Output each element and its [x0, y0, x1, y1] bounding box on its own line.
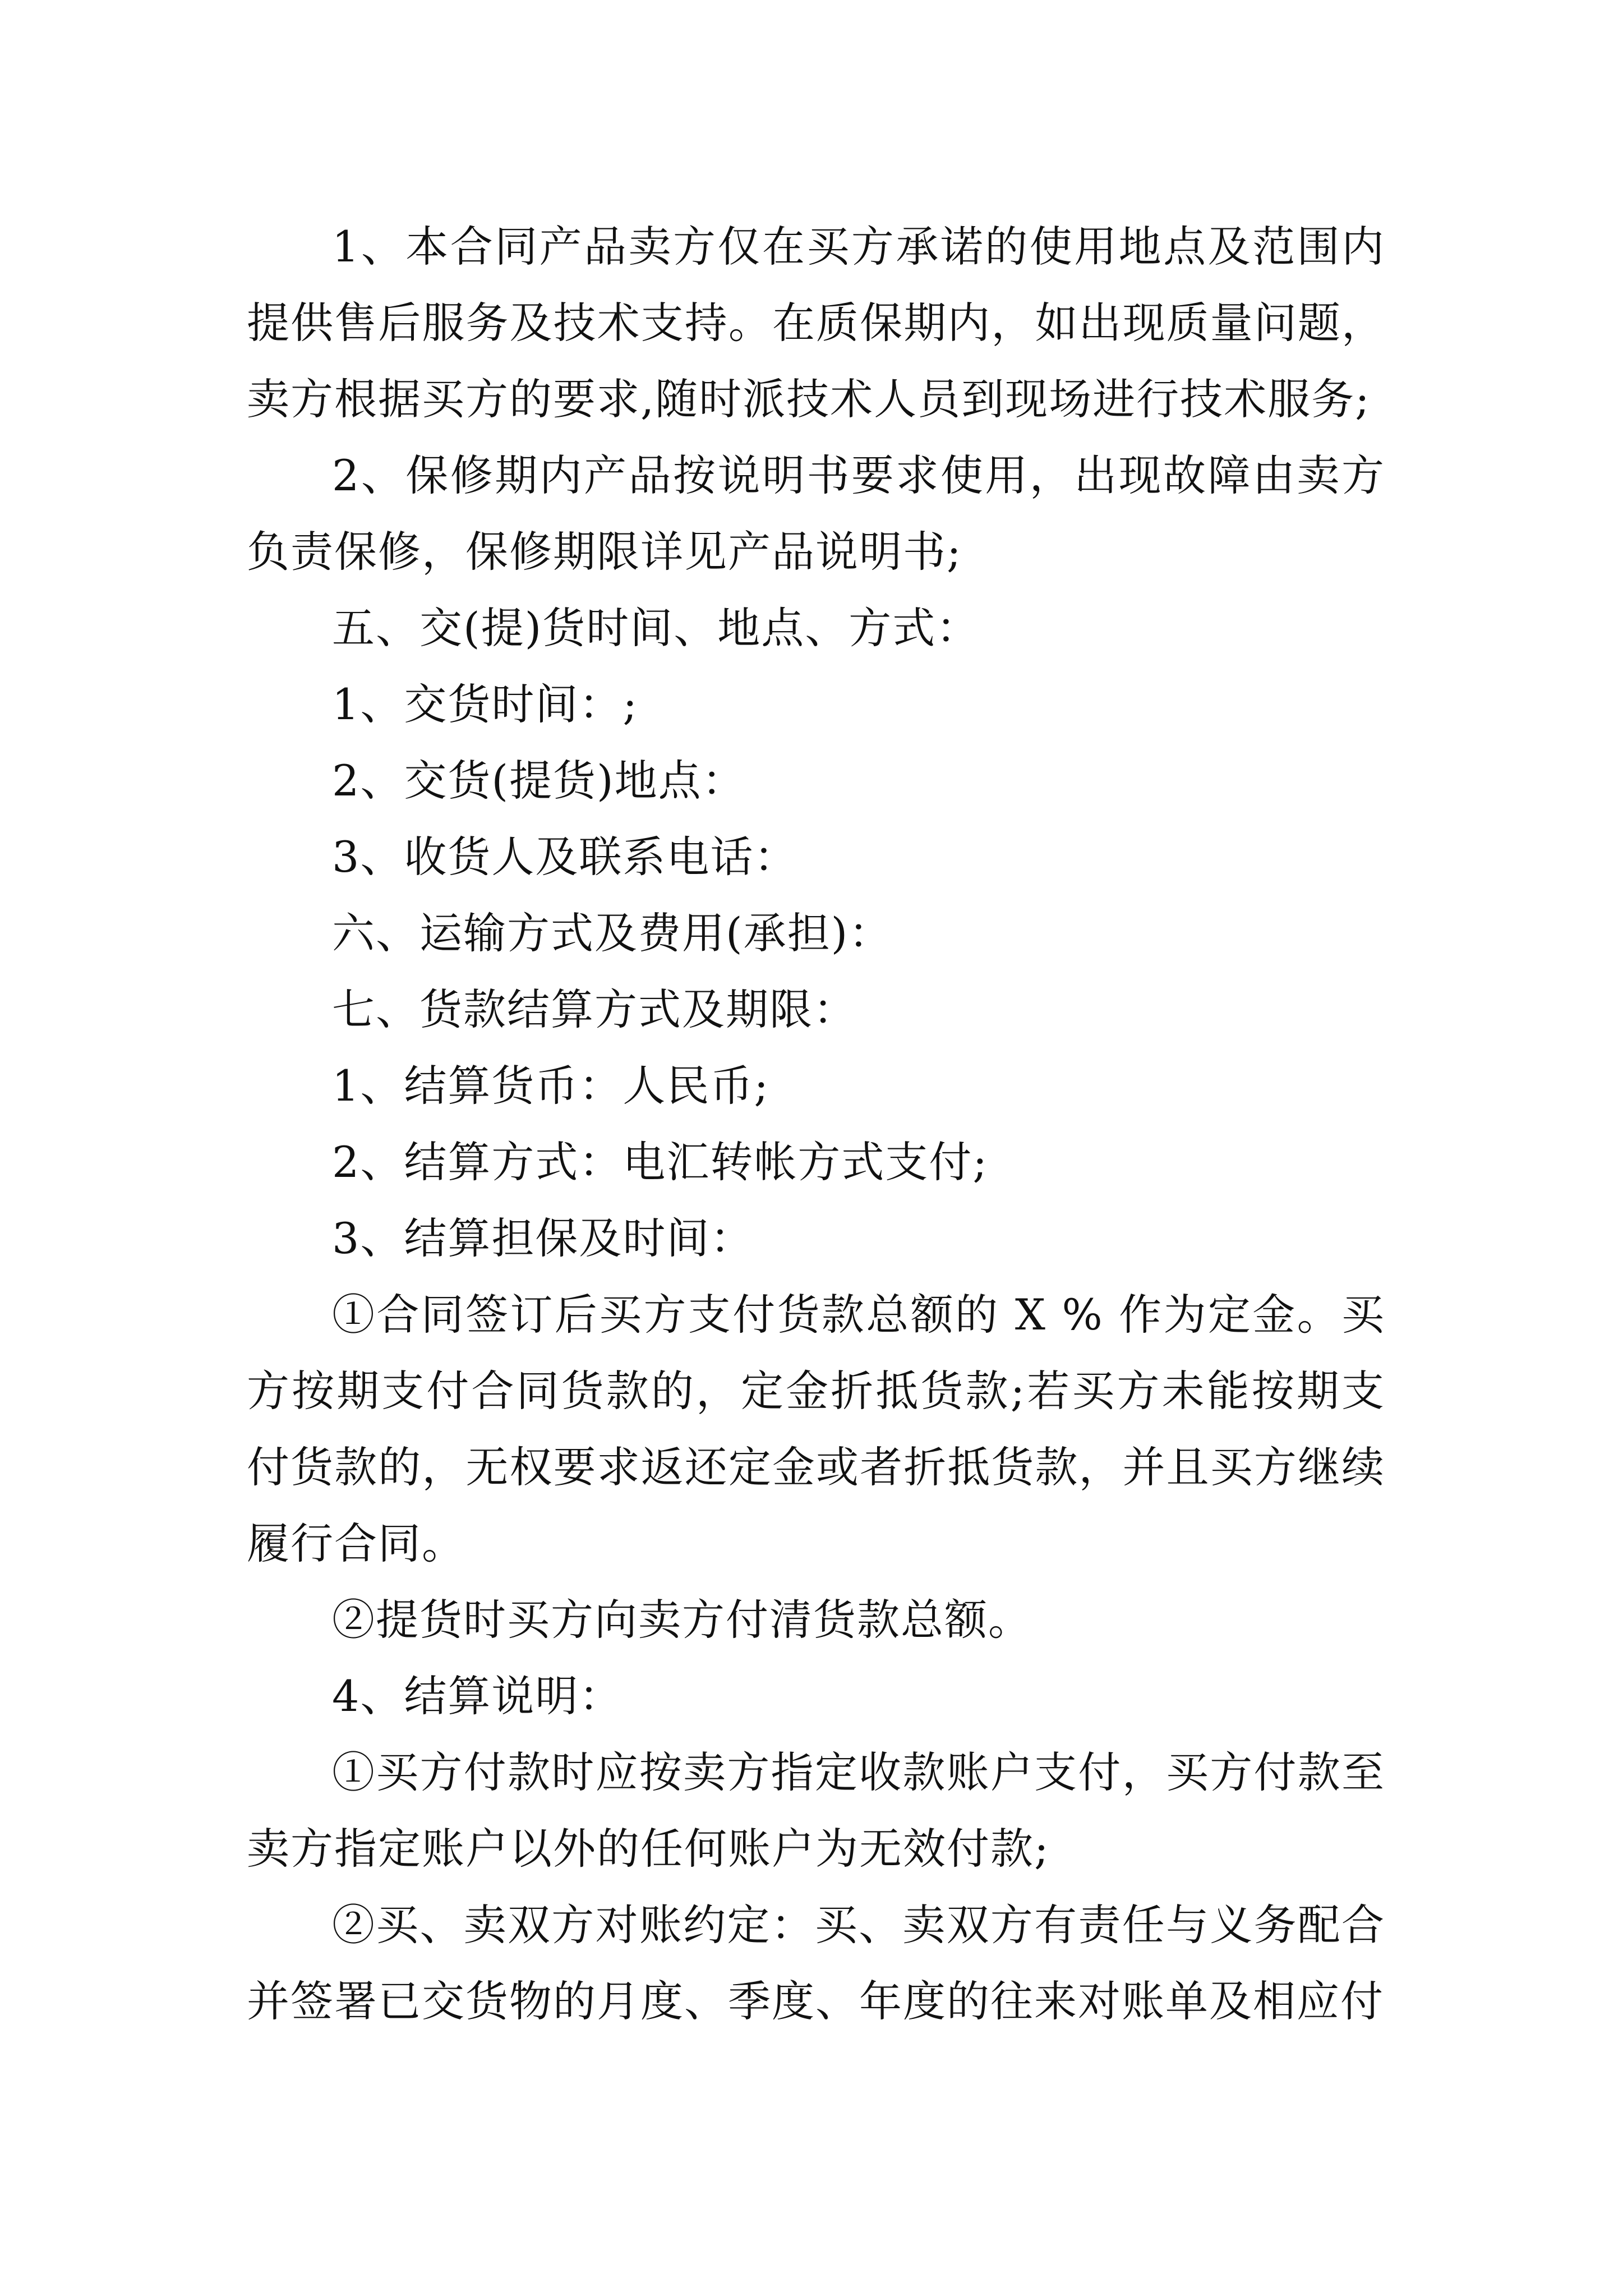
paragraph-warranty: 2、保修期内产品按说明书要求使用，出现故障由卖方负责保修，保修期限详见产品说明书;	[247, 450, 1385, 577]
paragraph-settlement-currency: 1、结算货币：人民币;	[332, 1061, 769, 1111]
paragraph-payment-in-full: ②提货时买方向卖方付清货款总额。	[332, 1595, 1032, 1645]
heading-settlement: 七、货款结算方式及期限：	[332, 984, 857, 1034]
paragraph-consignee: 3、收货人及联系电话：	[332, 832, 798, 882]
paragraph-after-sales-service: 1、本合同产品卖方仅在买方承诺的使用地点及范围内提供售后服务及技术支持。在质保期内，如出现质量问题，卖方根据买方的要求,随时派技术人员到现场进行技术服务;	[247, 222, 1385, 424]
paragraph-reconciliation: ②买、卖双方对账约定：买、卖双方有责任与义务配合并签署已交货物的月度、季度、年度的往来对账单及相应付	[247, 1900, 1385, 2026]
heading-delivery: 五、交(提)货时间、地点、方式：	[332, 603, 980, 653]
heading-transport: 六、运输方式及费用(承担)：	[332, 908, 893, 958]
paragraph-deposit: ①合同签订后买方支付货款总额的 X % 作为定金。买方按期支付合同货款的，定金折抵货款;若买方未能按期支付货款的，无权要求返还定金或者折抵货款，并且买方继续履行合同。	[247, 1290, 1385, 1568]
paragraph-delivery-location: 2、交货(提货)地点：	[332, 756, 746, 806]
document-body	[247, 209, 1385, 2040]
paragraph-settlement-notes: 4、结算说明：	[332, 1671, 623, 1721]
paragraph-settlement-method: 2、结算方式：电汇转帐方式支付;	[332, 1137, 988, 1187]
paragraph-delivery-time: 1、交货时间：;	[332, 679, 638, 729]
paragraph-settlement-guarantee: 3、结算担保及时间：	[332, 1213, 754, 1263]
paragraph-designated-account: ①买方付款时应按卖方指定收款账户支付，买方付款至卖方指定账户以外的任何账户为无效付款;	[247, 1747, 1385, 1874]
